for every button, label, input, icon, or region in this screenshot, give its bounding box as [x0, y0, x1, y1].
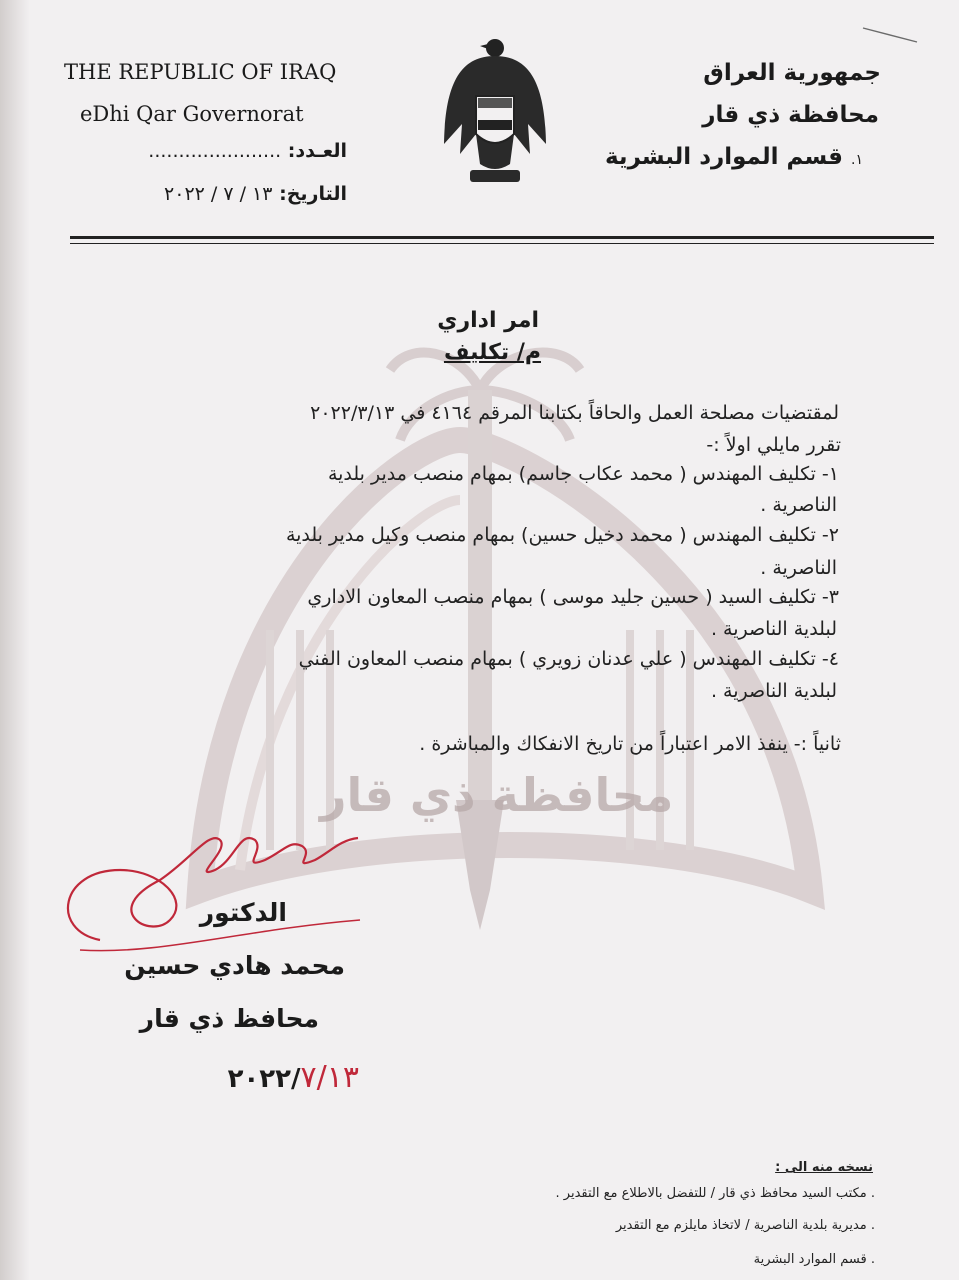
header-divider-thick	[70, 236, 934, 239]
copies-item-3: . قسم الموارد البشرية	[753, 1252, 875, 1267]
paper-edge-shadow	[0, 0, 30, 1280]
document-date-value: ١٣ / ٧ / ٢٠٢٢	[164, 183, 273, 205]
signature-date	[228, 1060, 359, 1095]
header-en-governorate: eDhi Qar Governorat	[80, 102, 304, 126]
order-item-4-line1: ٤- تكليف المهندس ( علي عدنان زويري ) بمهام منصب المعاون الفني	[298, 648, 839, 670]
iraq-eagle-emblem-icon	[440, 34, 550, 189]
signatory-position: محافظ ذي قار	[139, 1004, 319, 1033]
document-date-label: التاريخ:	[279, 183, 347, 205]
copies-label: نسخه منه الى :	[775, 1160, 873, 1175]
corner-pen-mark	[861, 26, 921, 46]
copies-item-1: . مكتب السيد محافظ ذي قار / للتفضل بالاطلاع مع التقدير .	[555, 1186, 875, 1201]
order-title: امر اداري	[437, 308, 539, 333]
order-intro: لمقتضيات مصلحة العمل والحاقاً بكتابنا المرقم ٤١٦٤ في ٢٠٢٢/٣/١٣	[310, 402, 839, 424]
order-item-1-line2: الناصرية .	[760, 494, 837, 516]
order-second: ثانياً :- ينفذ الامر اعتباراً من تاريخ الانفكاك والمباشرة .	[419, 733, 841, 755]
document-number	[148, 140, 347, 162]
signature-date-handwritten: ٧/١٣	[300, 1060, 359, 1095]
order-item-3-line2: لبلدية الناصرية .	[710, 618, 837, 640]
order-item-2-line2: الناصرية .	[760, 557, 837, 579]
order-item-2-line1: ٢- تكليف المهندس ( محمد دخيل حسين) بمهام منصب وكيل مدير بلدية	[285, 524, 839, 546]
header-ar-republic: جمهورية العراق	[703, 60, 881, 86]
document-number-label: العـدد:	[287, 140, 347, 162]
header-ar-department-text: قسم الموارد البشرية	[604, 144, 843, 170]
watermark-text: محافظة ذي قار	[320, 768, 674, 822]
signatory-title: الدكتور	[199, 898, 287, 927]
header-ar-department-prefix: ١.	[851, 152, 863, 168]
order-decided: تقرر مايلي اولاً :-	[706, 434, 841, 456]
header-ar-department	[605, 144, 863, 170]
header-ar-governorate: محافظة ذي قار	[702, 102, 879, 128]
header-divider-thin	[70, 243, 934, 244]
signatory-name: محمد هادي حسين	[124, 951, 345, 980]
order-item-3-line1: ٣- تكليف السيد ( حسين جليد موسى ) بمهام منصب المعاون الاداري	[307, 586, 839, 608]
document-number-value: ......................	[148, 140, 282, 162]
order-item-1-line1: ١- تكليف المهندس ( محمد عكاب جاسم) بمهام منصب مدير بلدية	[327, 463, 839, 485]
handwritten-signature	[40, 810, 370, 960]
document-date	[164, 183, 347, 205]
signature-date-year: ٢٠٢٢/	[227, 1064, 301, 1094]
header-en-republic: THE REPUBLIC OF IRAQ	[64, 60, 337, 84]
copies-item-2: . مديرية بلدية الناصرية / لاتخاذ مايلزم مع التقدير	[615, 1218, 875, 1233]
order-item-4-line2: لبلدية الناصرية .	[710, 680, 837, 702]
order-subject: م/ تكليف	[443, 340, 541, 365]
